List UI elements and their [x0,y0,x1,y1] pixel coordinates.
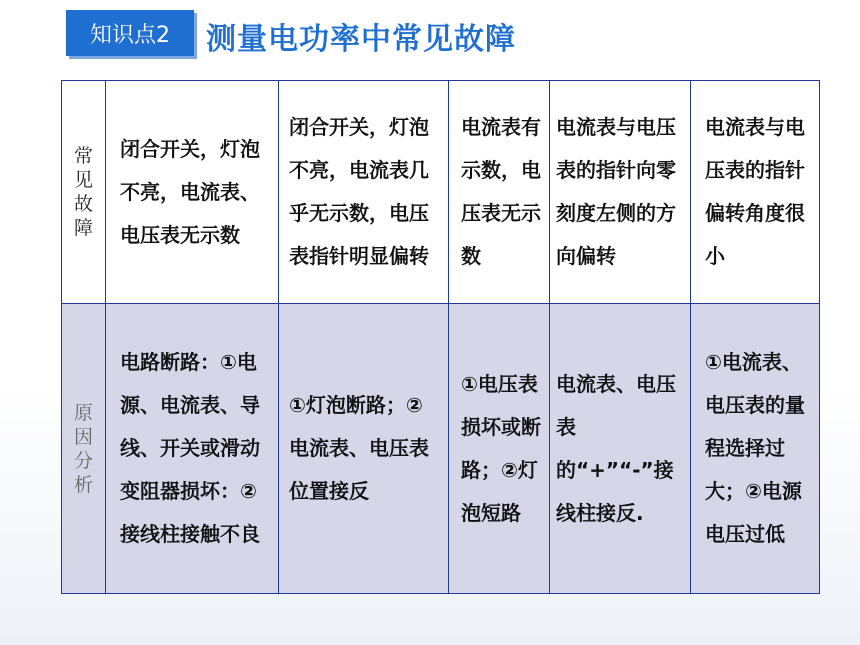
cause-cell: 电路断路：①电源、电流表、导线、开关或滑动变阻器损坏：②接线柱接触不良 [106,304,279,594]
cause-row [62,304,820,594]
symptom-cell: 闭合开关，灯泡不亮，电流表、电压表无示数 [106,81,279,304]
row-header-cause: 原因分析 [62,304,106,594]
symptom-cell: 电流表与电压表的指针向零刻度左侧的方向偏转 [550,81,691,304]
fault-table [61,80,820,594]
symptom-cell: 电流表与电压表的指针偏转角度很小 [691,81,820,304]
symptom-cell: 闭合开关，灯泡不亮，电流表几乎无示数，电压表指针明显偏转 [279,81,449,304]
symptom-row [62,81,820,304]
symptom-cell: 电流表有示数，电压表无示数 [449,81,550,304]
page-title: 测量电功率中常见故障 [206,22,516,57]
cause-cell: ①灯泡断路；②电流表、电压表位置接反 [279,304,449,594]
cause-cell: ①电流表、电压表的量程选择过大；②电源电压过低 [691,304,820,594]
row-header-symptom: 常见故障 [62,81,106,304]
cause-cell: 电流表、电压表的“+”“-”接线柱接反. [550,304,691,594]
cause-cell: ①电压表损坏或断路；②灯泡短路 [449,304,550,594]
section-badge: 知识点2 [66,10,194,56]
